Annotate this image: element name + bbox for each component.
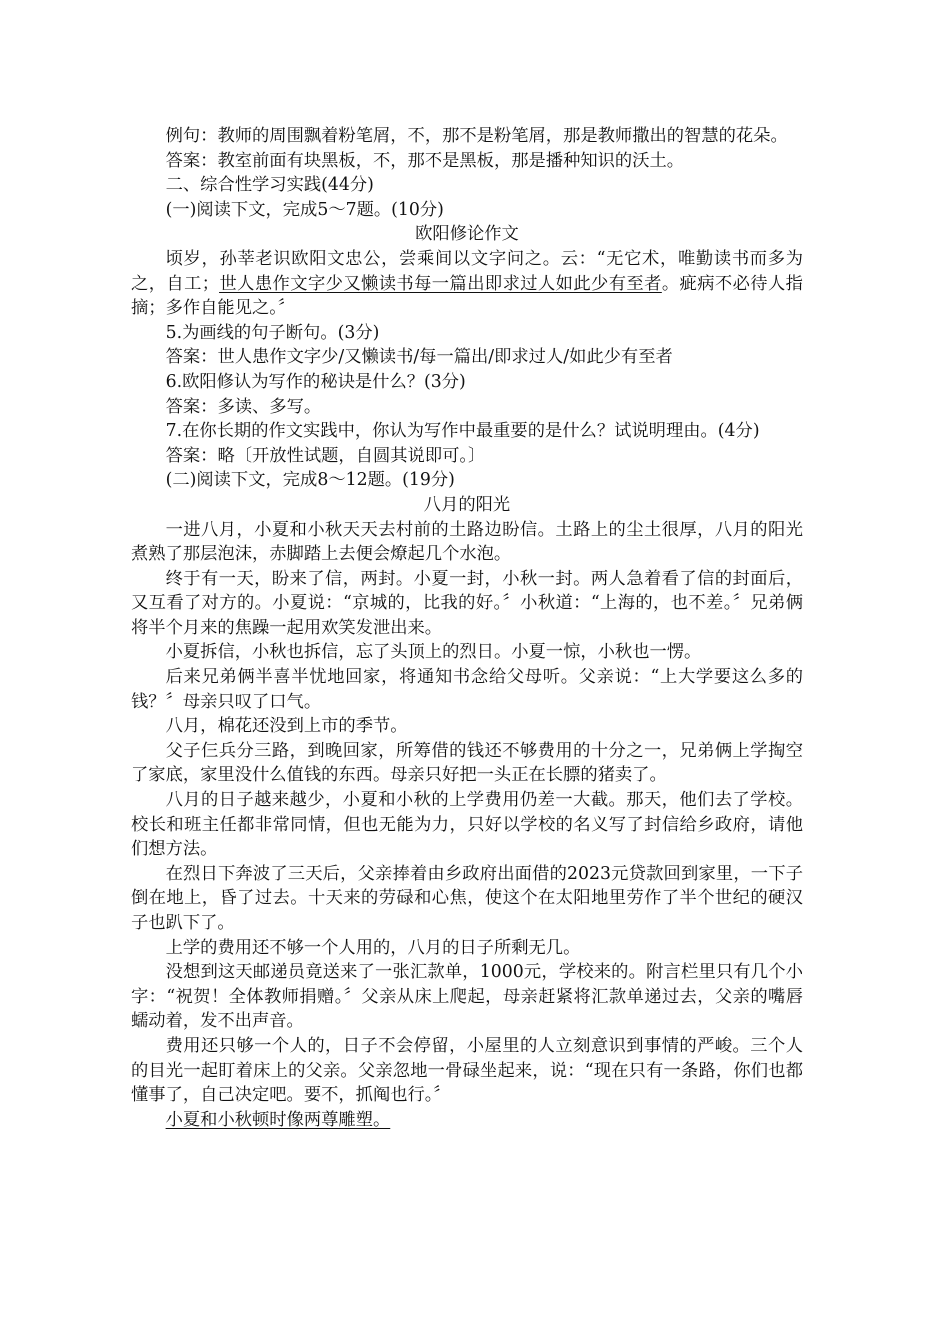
underlined-sentence: 世人患作文字少又懒读书每一篇出即求过人如此少有至者 [219,273,662,294]
story-underlined-line [131,1108,803,1133]
underlined-sentence: 小夏和小秋顿时像两尊雕塑。 [165,1109,391,1130]
question-5: 5.为画线的句子断句。(3分) [165,322,380,343]
part1-intro: (一)阅读下文，完成5～7题。(10分) [165,199,444,220]
story-paragraph: 一进八月，小夏和小秋天天去村前的土路边盼信。土路上的尘土很厚，八月的阳光煮熟了那层泡沫，赤脚踏上去便会燎起几个水泡。 [131,519,803,565]
answer-5: 答案：世人患作文字少/又懒读书/每一篇出/即求过人/如此少有至者 [165,347,673,368]
question-7: 7.在你长期的作文实践中，你认为写作中最重要的是什么？试说明理由。(4分) [165,421,760,442]
example-sentence: 例句：教师的周围飘着粉笔屑，不，那不是粉笔屑，那是教师撒出的智慧的花朵。 [165,126,788,146]
answer-7: 答案：略〔开放性试题，自圆其说即可。〕 [165,445,486,466]
passage-text-after: 。疵病不必待人指摘；多作自能见之。〞 [131,273,803,319]
story-paragraph: 费用还只够一个人的，日子不会停留，小屋里的人立刻意识到事情的严峻。三个人的目光一起盯着床上的父亲。父亲忽地一骨碌坐起来，说：“现在只有一条路，你们也都懂事了，自己决定吧。要不，抓阄也行。〞 [131,1035,803,1106]
story-paragraph: 终于有一天，盼来了信，两封。小夏一封，小秋一封。两人急着看了信的封面后，又互看了对方的。小夏说：“京城的，比我的好。〞小秋道：“上海的，也不差。〞兄弟俩将半个月来的焦躁一起用欢笑发泄出来。 [131,568,803,638]
story-paragraph: 小夏拆信，小秋也拆信，忘了头顶上的烈日。小夏一惊，小秋也一愣。 [165,642,702,663]
example-answer: 答案：教室前面有块黑板，不，那不是黑板，那是播种知识的沃土。 [165,150,685,171]
story-paragraph: 在烈日下奔波了三天后，父亲捧着由乡政府出面借的2023元贷款回到家里，一下子倒在地上，昏了过去。十天来的劳碌和心焦，使这个在太阳地里劳作了半个世纪的硬汉子也趴下了。 [131,863,803,933]
story-paragraph: 后来兄弟俩半喜半忧地回家，将通知书念给父母听。父亲说：“上大学要这么多的钱？〞母亲只叹了口气。 [131,667,803,712]
story-paragraph: 八月的日子越来越少，小夏和小秋的上学费用仍差一大截。那天，他们去了学校。校长和班主任都非常同情，但也无能为力，只好以学校的名义写了封信给乡政府，请他们想方法。 [131,790,803,860]
story-paragraph: 父子仨兵分三路，到晚回家，所筹借的钱还不够费用的十分之一，兄弟俩上学掏空了家底，家里没什么值钱的东西。母亲只好把一头正在长膘的猪卖了。 [131,740,803,786]
story-paragraph: 没想到这天邮递员竟送来了一张汇款单，1000元，学校来的。附言栏里只有几个小字：“祝贺！全体教师捐赠。〞父亲从床上爬起，母亲赶紧将汇款单递过去，父亲的嘴唇蠕动着，发不出声音。 [131,962,803,1032]
part2-title: 八月的阳光 [423,494,511,515]
answer-6: 答案：多读、多写。 [165,396,322,417]
story-paragraph: 上学的费用还不够一个人用的，八月的日子所剩无几。 [165,937,581,958]
part2-intro: (二)阅读下文，完成8～12题。(19分) [165,470,455,491]
section-heading: 二、综合性学习实践(44分) [165,175,374,196]
passage-text-before: 顷岁，孙莘老识欧阳文忠公，尝乘间以文字问之。云：“无它术，唯勤读书而多为之，自工； [131,248,803,294]
story-paragraph: 八月，棉花还没到上市的季节。 [165,716,408,737]
part1-passage [131,247,803,321]
document-page [131,124,803,1132]
question-6: 6.欧阳修认为写作的秘诀是什么？(3分) [165,371,466,392]
part1-title: 欧阳修论作文 [415,224,519,245]
